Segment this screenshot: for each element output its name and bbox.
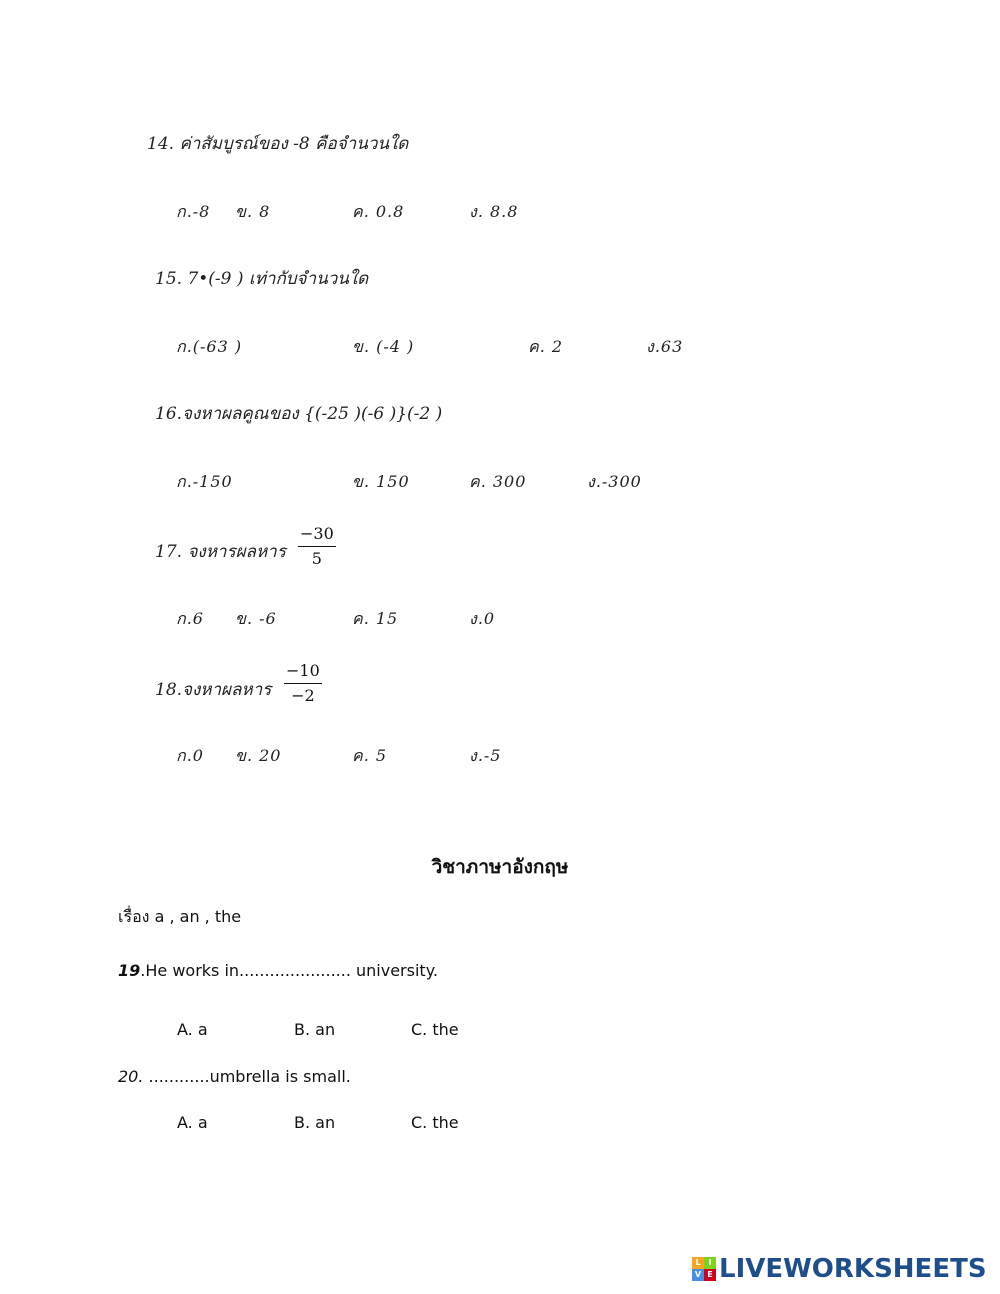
q14-option-d: ง. 8.8: [469, 202, 519, 221]
q17-fraction-numerator: −30: [298, 524, 336, 547]
logo-mark-icon: [692, 1257, 716, 1281]
q18-option-a: ก.0: [176, 746, 204, 765]
q15-option-a: ก.(-63 ): [176, 337, 243, 356]
q16-option-c: ค. 300: [469, 472, 527, 491]
q18-option-d: ง.-5: [469, 746, 502, 765]
section-title: วิชาภาษาอังกฤษ: [431, 856, 569, 878]
q15-option-b: ข. (-4 ): [352, 337, 415, 356]
q16-option-d: ง.-300: [587, 472, 642, 491]
question-14: 14. ค่าสัมบูรณ์ของ -8 คือจำนวนใด: [147, 134, 409, 154]
q19-option-a: A. a: [177, 1020, 208, 1039]
q18-fraction: [284, 661, 322, 706]
q19-number: 19: [118, 961, 141, 980]
q20-number: 20.: [118, 1067, 144, 1086]
q17-option-b: ข. -6: [235, 609, 277, 628]
q16-option-a: ก.-150: [176, 472, 233, 491]
question-17: 17. จงหารผลหาร: [155, 542, 286, 562]
q19-text: .He works in...................... university.: [140, 961, 438, 980]
q14-option-c: ค. 0.8: [352, 202, 405, 221]
question-15: 15. 7•(-9 ) เท่ากับจำนวนใด: [155, 269, 369, 289]
q15-option-c: ค. 2: [528, 337, 564, 356]
logo-mark-l: L: [692, 1257, 704, 1269]
q18-fraction-denominator: −2: [291, 686, 315, 705]
q16-option-b: ข. 150: [352, 472, 410, 491]
question-19: [118, 961, 438, 980]
question-20: [118, 1067, 351, 1086]
q19-option-c: C. the: [411, 1020, 459, 1039]
liveworksheets-logo[interactable]: [692, 1254, 987, 1284]
q17-option-d: ง.0: [469, 609, 496, 628]
q18-option-b: ข. 20: [235, 746, 282, 765]
q20-option-a: A. a: [177, 1113, 208, 1132]
q20-option-b: B. an: [294, 1113, 336, 1132]
logo-text: LIVEWORKSHEETS: [719, 1254, 987, 1284]
q14-option-a: ก.-8: [176, 202, 211, 221]
logo-mark-i: I: [704, 1257, 716, 1269]
q17-option-c: ค. 15: [352, 609, 399, 628]
logo-mark-e: E: [704, 1269, 716, 1281]
q17-option-a: ก.6: [176, 609, 204, 628]
q15-option-d: ง.63: [646, 337, 684, 356]
q20-text: ............umbrella is small.: [143, 1067, 351, 1086]
question-18: 18.จงหาผลหาร: [155, 680, 272, 700]
q14-option-b: ข. 8: [235, 202, 271, 221]
q18-option-c: ค. 5: [352, 746, 388, 765]
q17-fraction: [298, 524, 336, 569]
q19-option-b: B. an: [294, 1020, 336, 1039]
question-16: 16.จงหาผลคูณของ {(-25 )(-6 )}(-2 ): [155, 404, 443, 424]
logo-mark-v: V: [692, 1269, 704, 1281]
section-topic: เรื่อง a , an , the: [118, 907, 242, 926]
q17-fraction-denominator: 5: [311, 549, 322, 568]
q18-fraction-numerator: −10: [284, 661, 322, 684]
q20-option-c: C. the: [411, 1113, 459, 1132]
